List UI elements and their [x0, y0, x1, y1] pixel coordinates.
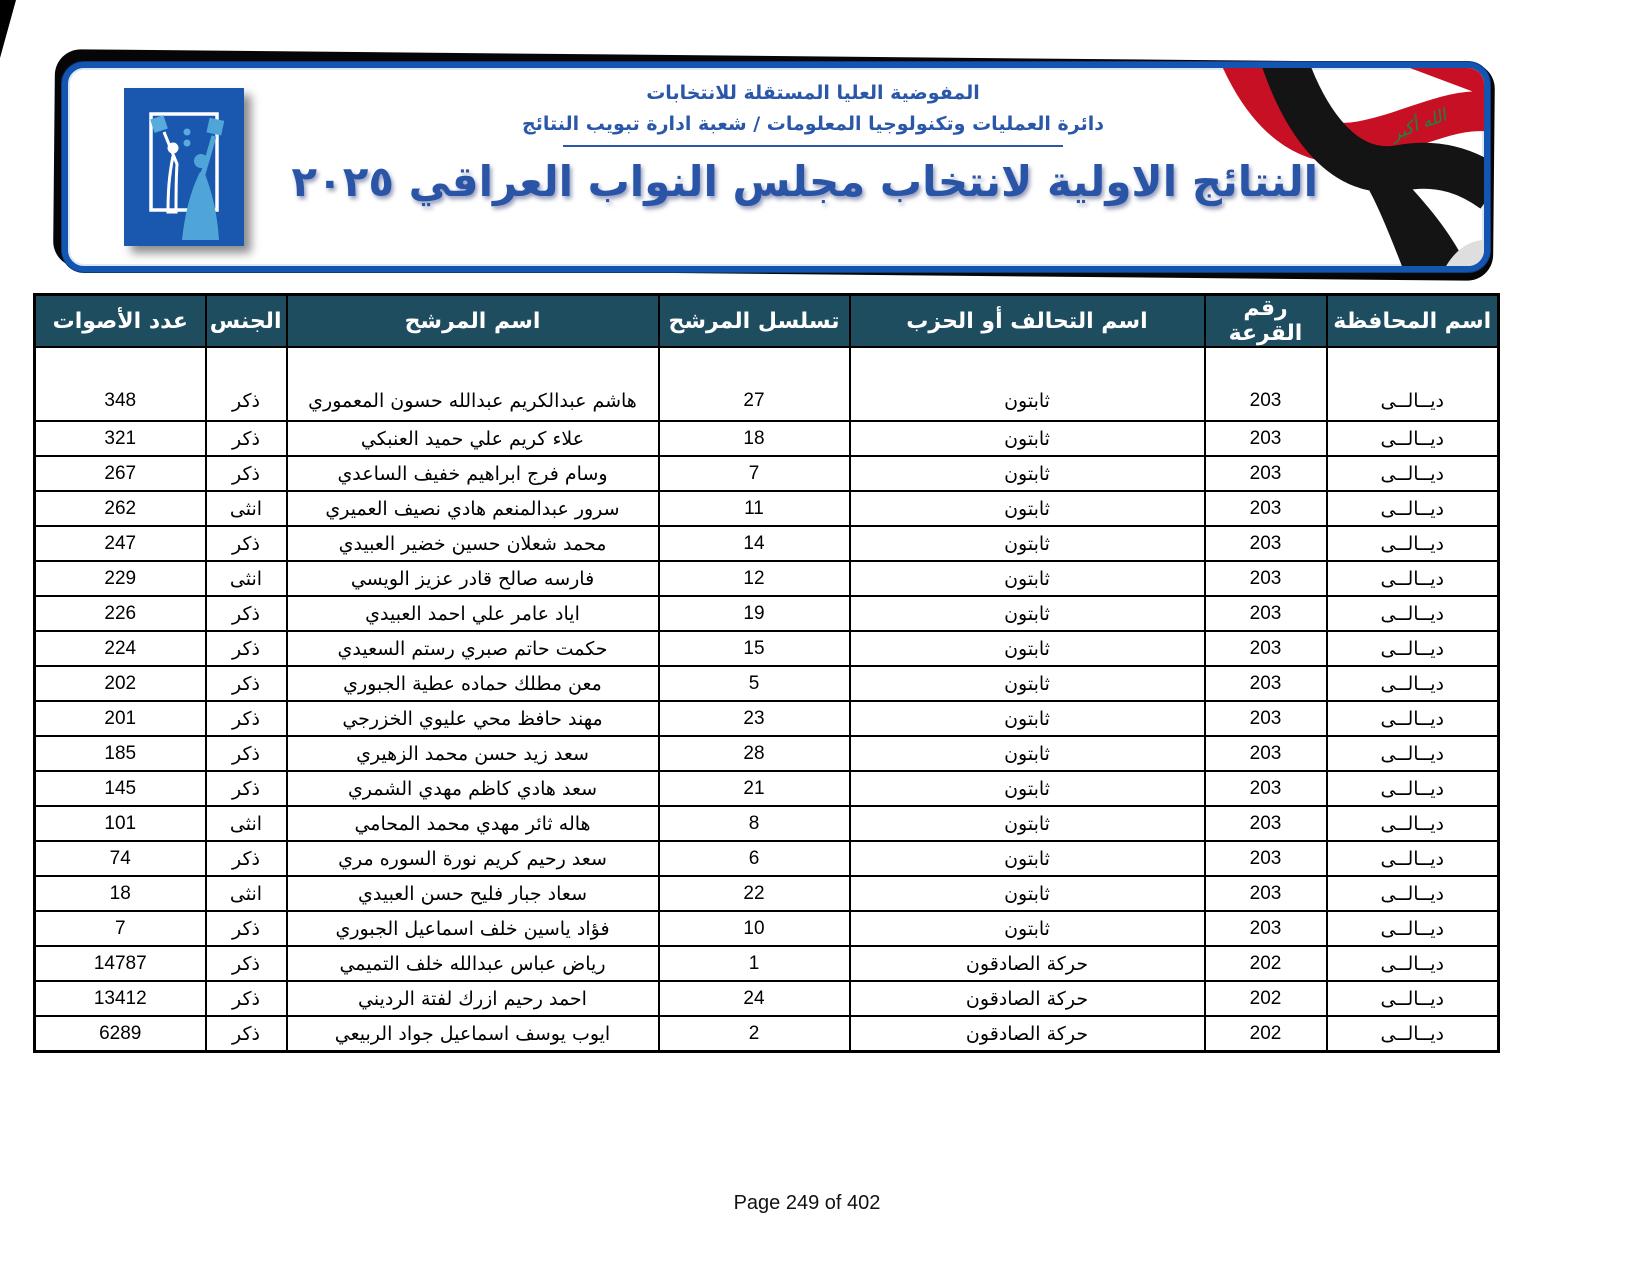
cell-gender: ذكر — [206, 981, 287, 1016]
table-header-row — [35, 295, 1499, 348]
table-row — [35, 596, 1499, 631]
cell-party: ثابتون — [850, 631, 1205, 666]
cell-candidate-seq: 14 — [659, 526, 850, 561]
table-row — [35, 421, 1499, 456]
cell-lottery-number: 203 — [1205, 841, 1327, 876]
cell-candidate-name: سعد زيد حسن محمد الزهيري — [287, 736, 659, 771]
cell-governorate: ديــالــى — [1327, 347, 1499, 421]
org-department-line: دائرة العمليات وتكنولوجيا المعلومات / شعبة ادارة تبويب النتائج — [522, 113, 1104, 135]
cell-candidate-seq: 6 — [659, 841, 850, 876]
column-header-party: اسم التحالف أو الحزب — [850, 295, 1205, 348]
cell-gender: ذكر — [206, 736, 287, 771]
cell-gender: انثى — [206, 491, 287, 526]
cell-candidate-seq: 11 — [659, 491, 850, 526]
cell-lottery-number: 202 — [1205, 981, 1327, 1016]
cell-candidate-seq: 8 — [659, 806, 850, 841]
column-header-governorate: اسم المحافظة — [1327, 295, 1499, 348]
banner-text-block — [291, 82, 1318, 206]
page-footer: Page 249 of 402 — [733, 1192, 881, 1214]
cell-governorate: ديــالــى — [1327, 1016, 1499, 1052]
page-corner-artifact — [0, 0, 16, 58]
cell-governorate: ديــالــى — [1327, 666, 1499, 701]
results-table-body — [35, 347, 1499, 1052]
cell-gender: ذكر — [206, 841, 287, 876]
cell-party: ثابتون — [850, 736, 1205, 771]
table-row — [35, 736, 1499, 771]
cell-gender: ذكر — [206, 666, 287, 701]
cell-lottery-number: 203 — [1205, 911, 1327, 946]
column-header-candidate-name: اسم المرشح — [287, 295, 659, 348]
cell-governorate: ديــالــى — [1327, 946, 1499, 981]
cell-party: حركة الصادقون — [850, 946, 1205, 981]
header-banner — [62, 62, 1490, 272]
cell-candidate-seq: 19 — [659, 596, 850, 631]
cell-party: حركة الصادقون — [850, 1016, 1205, 1052]
cell-governorate: ديــالــى — [1327, 491, 1499, 526]
cell-candidate-seq: 23 — [659, 701, 850, 736]
cell-votes: 14787 — [35, 946, 206, 981]
cell-party: ثابتون — [850, 666, 1205, 701]
cell-party: ثابتون — [850, 561, 1205, 596]
cell-lottery-number: 203 — [1205, 771, 1327, 806]
cell-votes: 229 — [35, 561, 206, 596]
cell-party: ثابتون — [850, 701, 1205, 736]
cell-candidate-seq: 1 — [659, 946, 850, 981]
cell-governorate: ديــالــى — [1327, 911, 1499, 946]
cell-governorate: ديــالــى — [1327, 771, 1499, 806]
cell-candidate-name: سعاد جبار فليح حسن العبيدي — [287, 876, 659, 911]
cell-governorate: ديــالــى — [1327, 806, 1499, 841]
cell-candidate-seq: 27 — [659, 347, 850, 421]
cell-party: ثابتون — [850, 876, 1205, 911]
column-header-votes: عدد الأصوات — [35, 295, 206, 348]
column-header-lottery-number: رقم القرعة — [1205, 295, 1327, 348]
cell-lottery-number: 203 — [1205, 491, 1327, 526]
cell-votes: 145 — [35, 771, 206, 806]
cell-gender: ذكر — [206, 771, 287, 806]
column-header-gender: الجنس — [206, 295, 287, 348]
org-name-line: المفوضية العليا المستقلة للانتخابات — [646, 82, 980, 104]
cell-lottery-number: 203 — [1205, 526, 1327, 561]
cell-votes: 201 — [35, 701, 206, 736]
cell-lottery-number: 202 — [1205, 1016, 1327, 1052]
table-row — [35, 561, 1499, 596]
cell-candidate-seq: 2 — [659, 1016, 850, 1052]
cell-governorate: ديــالــى — [1327, 596, 1499, 631]
cell-lottery-number: 203 — [1205, 736, 1327, 771]
cell-candidate-name: سعد رحيم كريم نورة السوره مري — [287, 841, 659, 876]
cell-votes: 13412 — [35, 981, 206, 1016]
cell-candidate-name: سرور عبدالمنعم هادي نصيف العميري — [287, 491, 659, 526]
cell-votes: 348 — [35, 347, 206, 421]
cell-votes: 321 — [35, 421, 206, 456]
cell-votes: 185 — [35, 736, 206, 771]
cell-gender: ذكر — [206, 631, 287, 666]
cell-gender: ذكر — [206, 456, 287, 491]
cell-governorate: ديــالــى — [1327, 981, 1499, 1016]
cell-gender: انثى — [206, 561, 287, 596]
cell-party: حركة الصادقون — [850, 981, 1205, 1016]
cell-candidate-name: فارسه صالح قادر عزيز الويسي — [287, 561, 659, 596]
ihec-logo-icon — [124, 88, 244, 246]
cell-lottery-number: 203 — [1205, 631, 1327, 666]
cell-candidate-seq: 18 — [659, 421, 850, 456]
cell-candidate-seq: 7 — [659, 456, 850, 491]
table-row — [35, 666, 1499, 701]
cell-candidate-name: معن مطلك حماده عطية الجبوري — [287, 666, 659, 701]
cell-candidate-name: فؤاد ياسين خلف اسماعيل الجبوري — [287, 911, 659, 946]
cell-party: ثابتون — [850, 596, 1205, 631]
table-row — [35, 1016, 1499, 1052]
table-row — [35, 771, 1499, 806]
results-table — [33, 293, 1500, 1053]
cell-votes: 18 — [35, 876, 206, 911]
cell-votes: 6289 — [35, 1016, 206, 1052]
column-header-candidate-seq: تسلسل المرشح — [659, 295, 850, 348]
cell-candidate-name: مهند حافظ محي عليوي الخزرجي — [287, 701, 659, 736]
cell-party: ثابتون — [850, 491, 1205, 526]
cell-gender: ذكر — [206, 946, 287, 981]
cell-votes: 101 — [35, 806, 206, 841]
cell-lottery-number: 203 — [1205, 456, 1327, 491]
cell-gender: ذكر — [206, 526, 287, 561]
cell-governorate: ديــالــى — [1327, 736, 1499, 771]
cell-candidate-name: محمد شعلان حسين خضير العبيدي — [287, 526, 659, 561]
page-title: النتائج الاولية لانتخاب مجلس النواب العراقي ٢٠٢٥ — [291, 157, 1318, 206]
cell-candidate-name: علاء كريم علي حميد العنبكي — [287, 421, 659, 456]
cell-candidate-seq: 5 — [659, 666, 850, 701]
cell-lottery-number: 203 — [1205, 596, 1327, 631]
cell-candidate-name: وسام فرج ابراهيم خفيف الساعدي — [287, 456, 659, 491]
cell-gender: ذكر — [206, 1016, 287, 1052]
cell-candidate-name: حكمت حاتم صبري رستم السعيدي — [287, 631, 659, 666]
cell-candidate-name: هاشم عبدالكريم عبدالله حسون المعموري — [287, 347, 659, 421]
cell-governorate: ديــالــى — [1327, 701, 1499, 736]
cell-candidate-seq: 22 — [659, 876, 850, 911]
cell-party: ثابتون — [850, 911, 1205, 946]
flag-takbir-text: الله أكبر — [1388, 105, 1450, 145]
cell-votes: 224 — [35, 631, 206, 666]
cell-candidate-seq: 28 — [659, 736, 850, 771]
table-row — [35, 806, 1499, 841]
cell-lottery-number: 203 — [1205, 806, 1327, 841]
cell-lottery-number: 203 — [1205, 421, 1327, 456]
cell-candidate-seq: 15 — [659, 631, 850, 666]
table-row — [35, 876, 1499, 911]
banner-divider — [563, 145, 1063, 147]
cell-party: ثابتون — [850, 347, 1205, 421]
table-row — [35, 981, 1499, 1016]
cell-gender: ذكر — [206, 911, 287, 946]
cell-gender: انثى — [206, 876, 287, 911]
cell-governorate: ديــالــى — [1327, 841, 1499, 876]
cell-candidate-name: احمد رحيم ازرك لفتة الرديني — [287, 981, 659, 1016]
table-row — [35, 347, 1499, 421]
cell-candidate-seq: 10 — [659, 911, 850, 946]
cell-votes: 247 — [35, 526, 206, 561]
cell-votes: 202 — [35, 666, 206, 701]
cell-lottery-number: 203 — [1205, 701, 1327, 736]
results-table-container — [33, 293, 1500, 1053]
cell-gender: ذكر — [206, 347, 287, 421]
cell-lottery-number: 203 — [1205, 561, 1327, 596]
cell-votes: 262 — [35, 491, 206, 526]
table-row — [35, 841, 1499, 876]
cell-gender: ذكر — [206, 421, 287, 456]
table-row — [35, 456, 1499, 491]
cell-governorate: ديــالــى — [1327, 456, 1499, 491]
cell-candidate-name: اياد عامر علي احمد العبيدي — [287, 596, 659, 631]
cell-candidate-name: سعد هادي كاظم مهدي الشمري — [287, 771, 659, 806]
cell-candidate-seq: 12 — [659, 561, 850, 596]
cell-party: ثابتون — [850, 771, 1205, 806]
cell-lottery-number: 203 — [1205, 876, 1327, 911]
cell-party: ثابتون — [850, 841, 1205, 876]
table-row — [35, 701, 1499, 736]
cell-governorate: ديــالــى — [1327, 876, 1499, 911]
cell-governorate: ديــالــى — [1327, 526, 1499, 561]
cell-governorate: ديــالــى — [1327, 561, 1499, 596]
cell-gender: ذكر — [206, 701, 287, 736]
cell-gender: ذكر — [206, 596, 287, 631]
cell-candidate-seq: 24 — [659, 981, 850, 1016]
table-row — [35, 946, 1499, 981]
cell-votes: 226 — [35, 596, 206, 631]
cell-lottery-number: 203 — [1205, 666, 1327, 701]
cell-party: ثابتون — [850, 526, 1205, 561]
cell-lottery-number: 203 — [1205, 347, 1327, 421]
cell-party: ثابتون — [850, 806, 1205, 841]
cell-candidate-name: ايوب يوسف اسماعيل جواد الربيعي — [287, 1016, 659, 1052]
cell-governorate: ديــالــى — [1327, 421, 1499, 456]
table-row — [35, 911, 1499, 946]
cell-candidate-name: رياض عباس عبدالله خلف التميمي — [287, 946, 659, 981]
cell-votes: 7 — [35, 911, 206, 946]
cell-gender: انثى — [206, 806, 287, 841]
cell-party: ثابتون — [850, 456, 1205, 491]
table-row — [35, 631, 1499, 666]
table-row — [35, 526, 1499, 561]
cell-votes: 74 — [35, 841, 206, 876]
table-row — [35, 491, 1499, 526]
cell-votes: 267 — [35, 456, 206, 491]
cell-candidate-name: هاله ثائر مهدي محمد المحامي — [287, 806, 659, 841]
cell-party: ثابتون — [850, 421, 1205, 456]
cell-candidate-seq: 21 — [659, 771, 850, 806]
cell-governorate: ديــالــى — [1327, 631, 1499, 666]
cell-lottery-number: 202 — [1205, 946, 1327, 981]
